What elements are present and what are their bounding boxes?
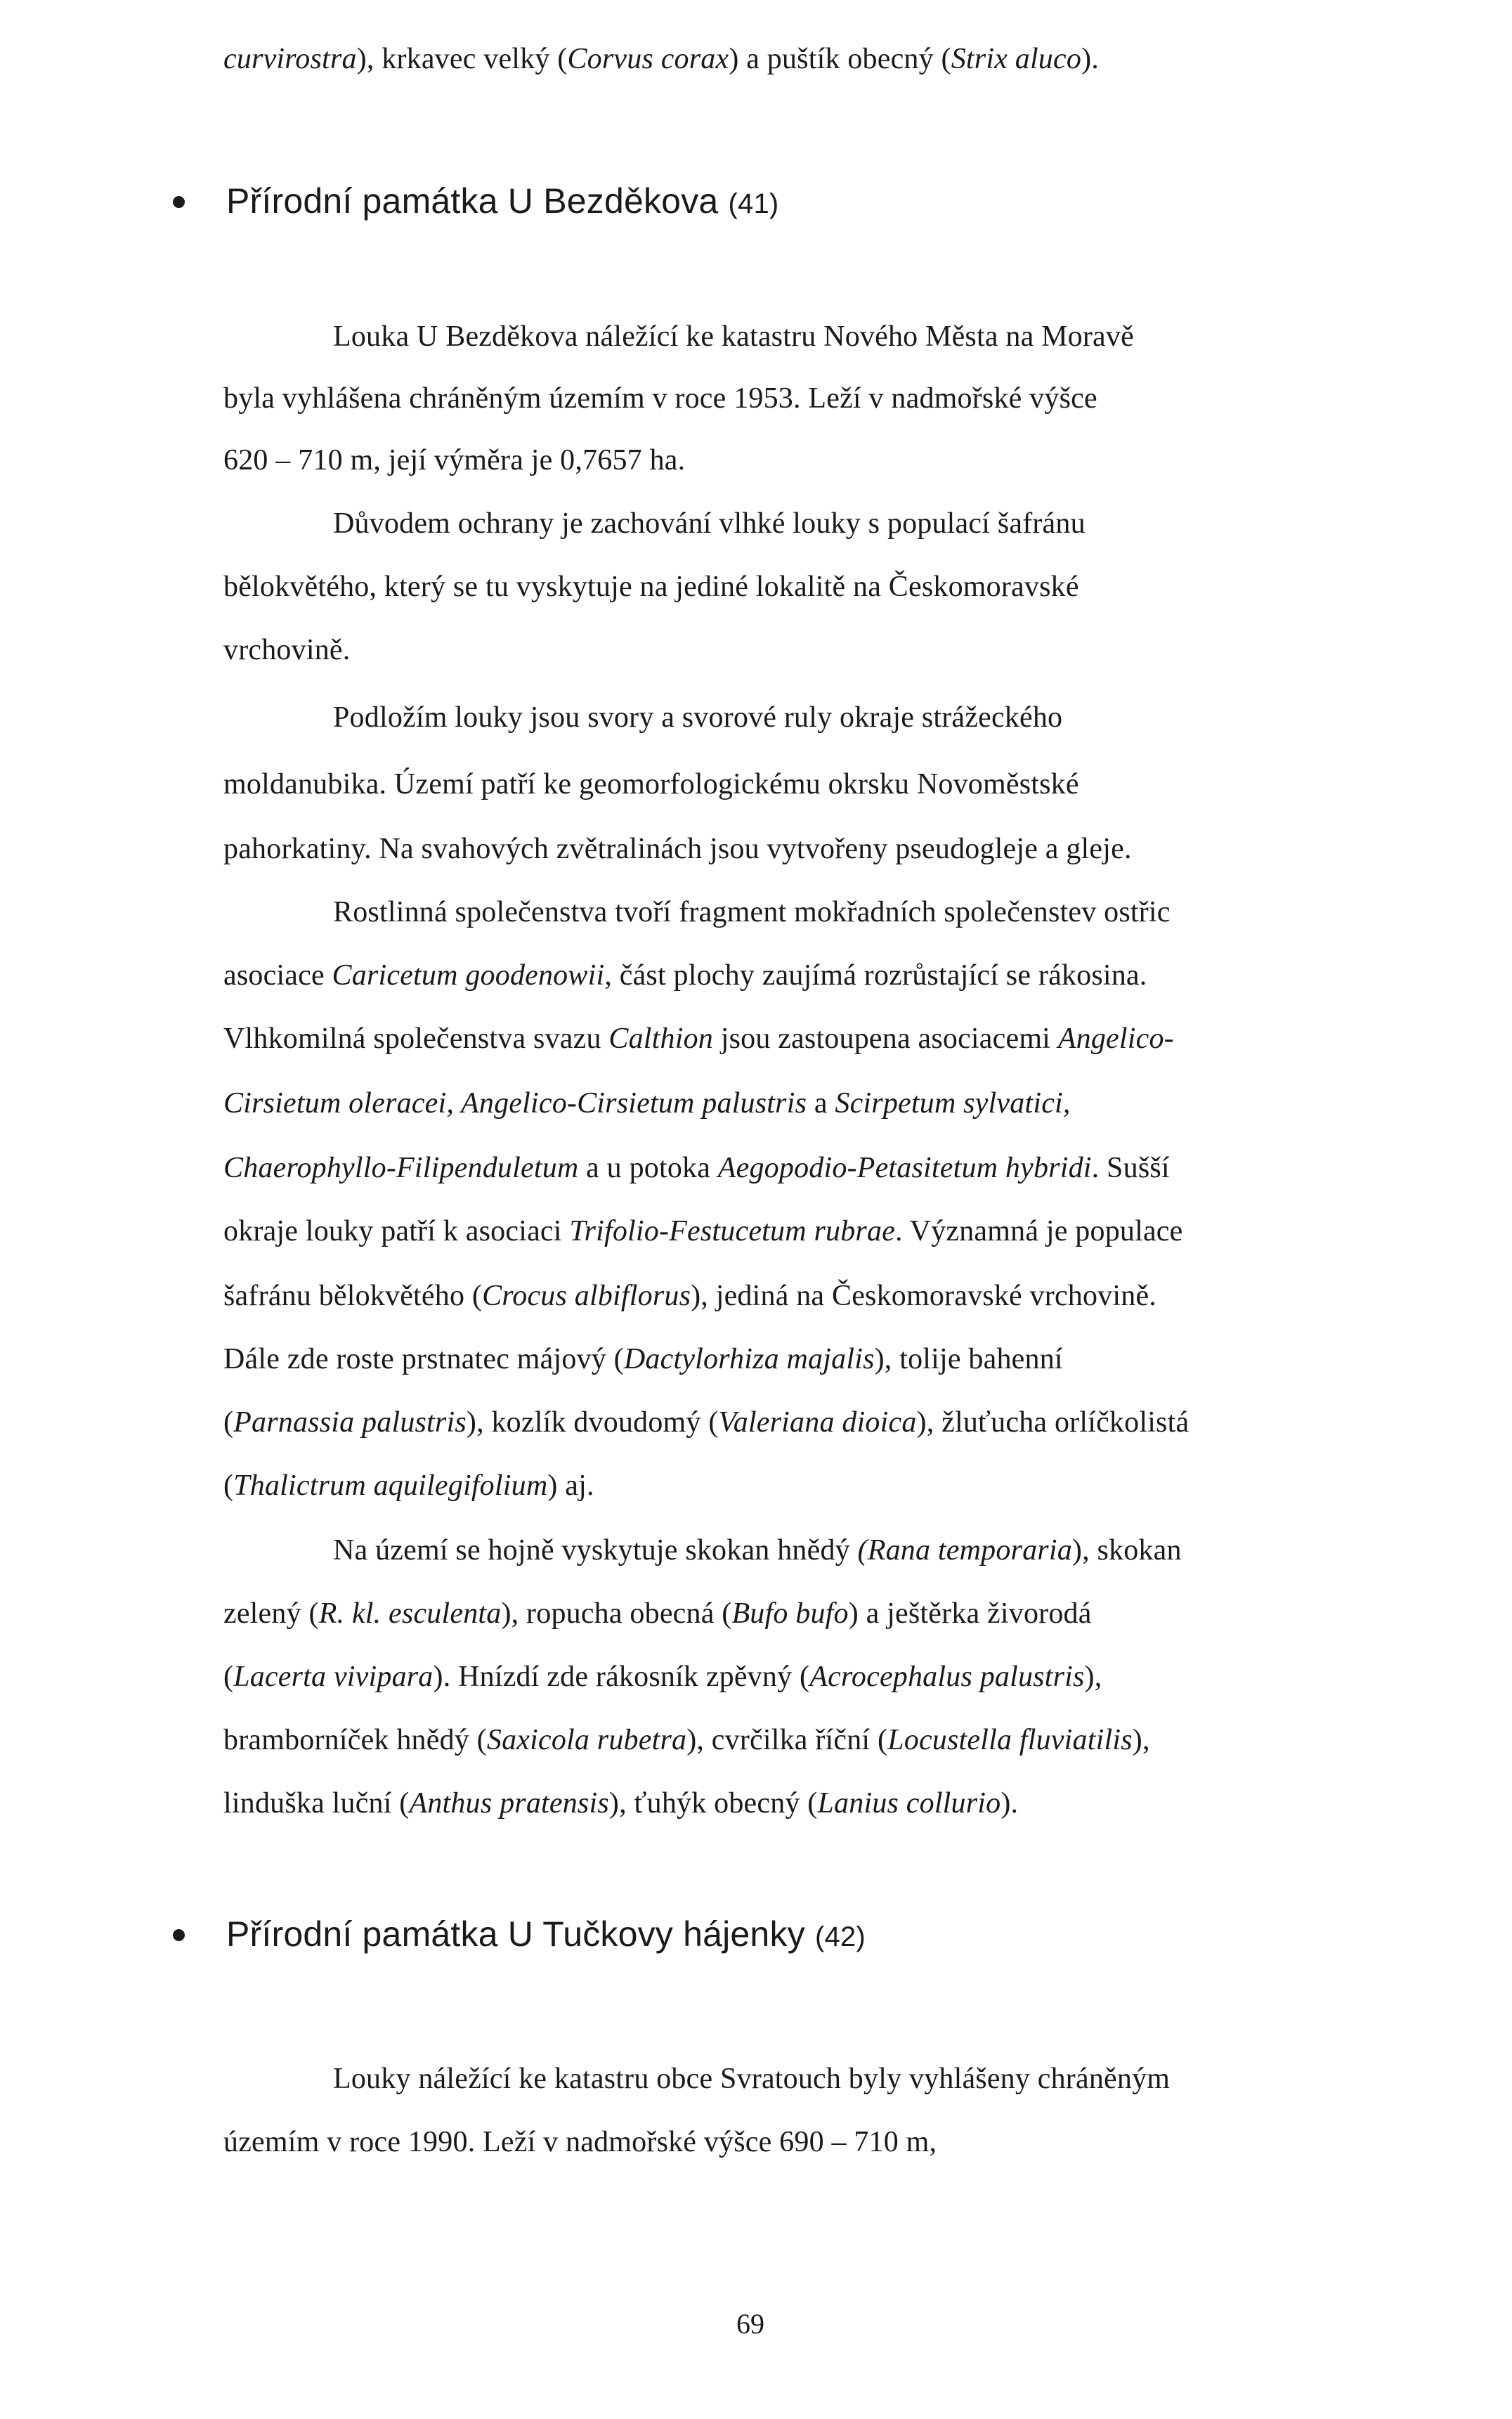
body-text: Důvodem ochrany je zachování vlhké louky s populací šafránu: [333, 507, 1086, 540]
section-heading: [226, 1913, 866, 1958]
text-line: [223, 766, 1079, 803]
latin-name-text: Locustella fluviatilis: [887, 1724, 1133, 1756]
body-text: bělokvětého, který se tu vyskytuje na jediné lokalitě na Českomoravské: [223, 571, 1079, 603]
body-text: ).: [1081, 43, 1099, 75]
text-line: [223, 569, 1079, 605]
text-line: [223, 2124, 937, 2160]
section-heading-title: Přírodní památka U Tučkovy hájenky: [226, 1914, 805, 1954]
body-text: ), ropucha obecná (: [501, 1597, 732, 1630]
text-line: [223, 442, 685, 479]
latin-name-text: Calthion: [608, 1023, 713, 1055]
body-text: (: [223, 1406, 234, 1439]
latin-name-text: curvirostra: [223, 43, 357, 75]
latin-name-text: Strix aluco: [951, 43, 1082, 75]
text-line: [223, 1020, 1174, 1057]
text-line: [333, 699, 1062, 736]
latin-name-text: Parnassia palustris: [233, 1406, 467, 1439]
text-line: [223, 1722, 1150, 1758]
body-text: ), krkavec velký (: [356, 43, 568, 75]
body-text: ), skokan: [1071, 1534, 1182, 1567]
text-line: [223, 1278, 1156, 1314]
body-text: územím v roce 1990. Leží v nadmořské výšce 690 – 710 m,: [223, 2126, 937, 2158]
latin-name-text: Dactylorhiza majalis: [623, 1343, 875, 1375]
bullet-icon: [173, 1929, 185, 1941]
latin-name-text: Cirsietum oleracei, Angelico-Cirsietum palustris: [223, 1087, 807, 1120]
text-line: [333, 894, 1171, 930]
text-line: [223, 1150, 1170, 1186]
text-line: [223, 41, 1099, 77]
body-text: jsou zastoupena asociacemi: [713, 1023, 1058, 1055]
body-text: (: [223, 1661, 234, 1693]
section-heading-number: (41): [728, 188, 779, 219]
text-line: [223, 1595, 1092, 1632]
text-line: [333, 318, 1134, 355]
body-text: (: [223, 1470, 234, 1502]
body-text: bramborníček hnědý (: [223, 1724, 487, 1756]
body-text: Louky náležící ke katastru obce Svratouch byly vyhlášeny chráněným: [333, 2063, 1171, 2095]
latin-name-text: Valeriana dioica: [718, 1406, 917, 1439]
section-heading: [226, 180, 778, 225]
latin-name-text: Angelico-: [1057, 1023, 1174, 1055]
text-line: [333, 1532, 1182, 1569]
body-text: ) a puštík obecný (: [729, 43, 951, 75]
bullet-icon: [173, 196, 185, 208]
text-line: [223, 1404, 1189, 1441]
body-text: Podložím louky jsou svory a svorové ruly okraje strážeckého: [333, 701, 1063, 734]
body-text: ),: [1084, 1661, 1102, 1693]
body-text: linduška luční (: [223, 1787, 410, 1820]
text-line: [223, 957, 1147, 994]
text-line: [223, 380, 1097, 417]
body-text: Louka U Bezděkova náležící ke katastru Nového Města na Moravě: [333, 320, 1134, 353]
body-text: Na území se hojně vyskytuje skokan hnědý: [333, 1534, 858, 1567]
body-text: ) aj.: [547, 1470, 594, 1502]
text-line: [223, 1341, 1063, 1377]
text-line: [223, 831, 1132, 867]
body-text: asociace: [223, 959, 332, 992]
body-text: a u potoka: [578, 1152, 718, 1184]
latin-name-text: Trifolio-Festucetum rubrae: [569, 1215, 896, 1247]
body-text: 620 – 710 m, její výměra je 0,7657 ha.: [223, 444, 686, 476]
text-line: [333, 505, 1086, 542]
body-text: šafránu bělokvětého (: [223, 1280, 483, 1312]
latin-name-text: Anthus pratensis: [409, 1787, 609, 1820]
text-line: [223, 1467, 594, 1504]
body-text: . Sušší: [1091, 1152, 1170, 1184]
body-text: a: [807, 1087, 835, 1120]
body-text: ), žluťucha orlíčkolistá: [916, 1406, 1190, 1439]
body-text: zelený (: [223, 1597, 319, 1630]
latin-name-text: Saxicola rubetra: [486, 1724, 687, 1756]
latin-name-text: Caricetum goodenowii: [332, 959, 605, 992]
latin-name-text: Corvus corax: [567, 43, 729, 75]
body-text: Vlhkomilná společenstva svazu: [223, 1023, 609, 1055]
body-text: pahorkatiny. Na svahových zvětralinách jsou vytvořeny pseudogleje a gleje.: [223, 833, 1132, 865]
text-line: [223, 1659, 1102, 1695]
body-text: ), kozlík dvoudomý (: [466, 1406, 719, 1439]
body-text: moldanubika. Území patří ke geomorfologickému okrsku Novoměstské: [223, 768, 1079, 800]
latin-name-text: R. kl. esculenta: [318, 1597, 502, 1630]
body-text: ), ťuhýk obecný (: [608, 1787, 818, 1820]
text-line: [223, 1085, 1071, 1122]
body-text: ) a ještěrka živorodá: [848, 1597, 1092, 1630]
latin-name-text: Acrocephalus palustris: [809, 1661, 1085, 1693]
latin-name-text: Thalictrum aquilegifolium: [233, 1470, 548, 1502]
body-text: Dále zde roste prstnatec májový (: [223, 1343, 624, 1375]
body-text: Rostlinná společenstva tvoří fragment mokřadních společenstev ostřic: [333, 896, 1171, 928]
body-text: ), jediná na Českomoravské vrchovině.: [691, 1280, 1156, 1312]
text-line: [223, 1213, 1183, 1250]
body-text: ),: [1132, 1724, 1150, 1756]
latin-name-text: Chaerophyllo-Filipenduletum: [223, 1152, 579, 1184]
body-text: okraje louky patří k asociaci: [223, 1215, 570, 1247]
latin-name-text: Lanius collurio: [817, 1787, 1001, 1820]
body-text: ).: [1001, 1787, 1019, 1820]
body-text: ). Hnízdí zde rákosník zpěvný (: [433, 1661, 810, 1693]
text-line: [223, 1785, 1018, 1822]
latin-name-text: Aegopodio-Petasitetum hybridi: [717, 1152, 1092, 1184]
body-text: vrchovině.: [223, 634, 351, 666]
text-line: [223, 632, 350, 668]
body-text: byla vyhlášena chráněným územím v roce 1953. Leží v nadmořské výšce: [223, 382, 1097, 415]
page-number: 69: [736, 2308, 764, 2340]
latin-name-text: Crocus albiflorus: [482, 1280, 691, 1312]
latin-name-text: Scirpetum sylvatici,: [835, 1087, 1071, 1120]
latin-name-text: Bufo bufo: [731, 1597, 849, 1630]
body-text: ), cvrčilka říční (: [686, 1724, 888, 1756]
body-text: , část plochy zaujímá rozrůstající se rákosina.: [604, 959, 1147, 992]
body-text: ), tolije bahenní: [874, 1343, 1063, 1375]
latin-name-text: (Rana temporaria: [857, 1534, 1072, 1567]
section-heading-number: (42): [814, 1921, 866, 1952]
body-text: . Významná je populace: [895, 1215, 1183, 1247]
latin-name-text: Lacerta vivipara: [233, 1661, 434, 1693]
section-heading-title: Přírodní památka U Bezděkova: [226, 181, 719, 221]
text-line: [333, 2061, 1170, 2097]
